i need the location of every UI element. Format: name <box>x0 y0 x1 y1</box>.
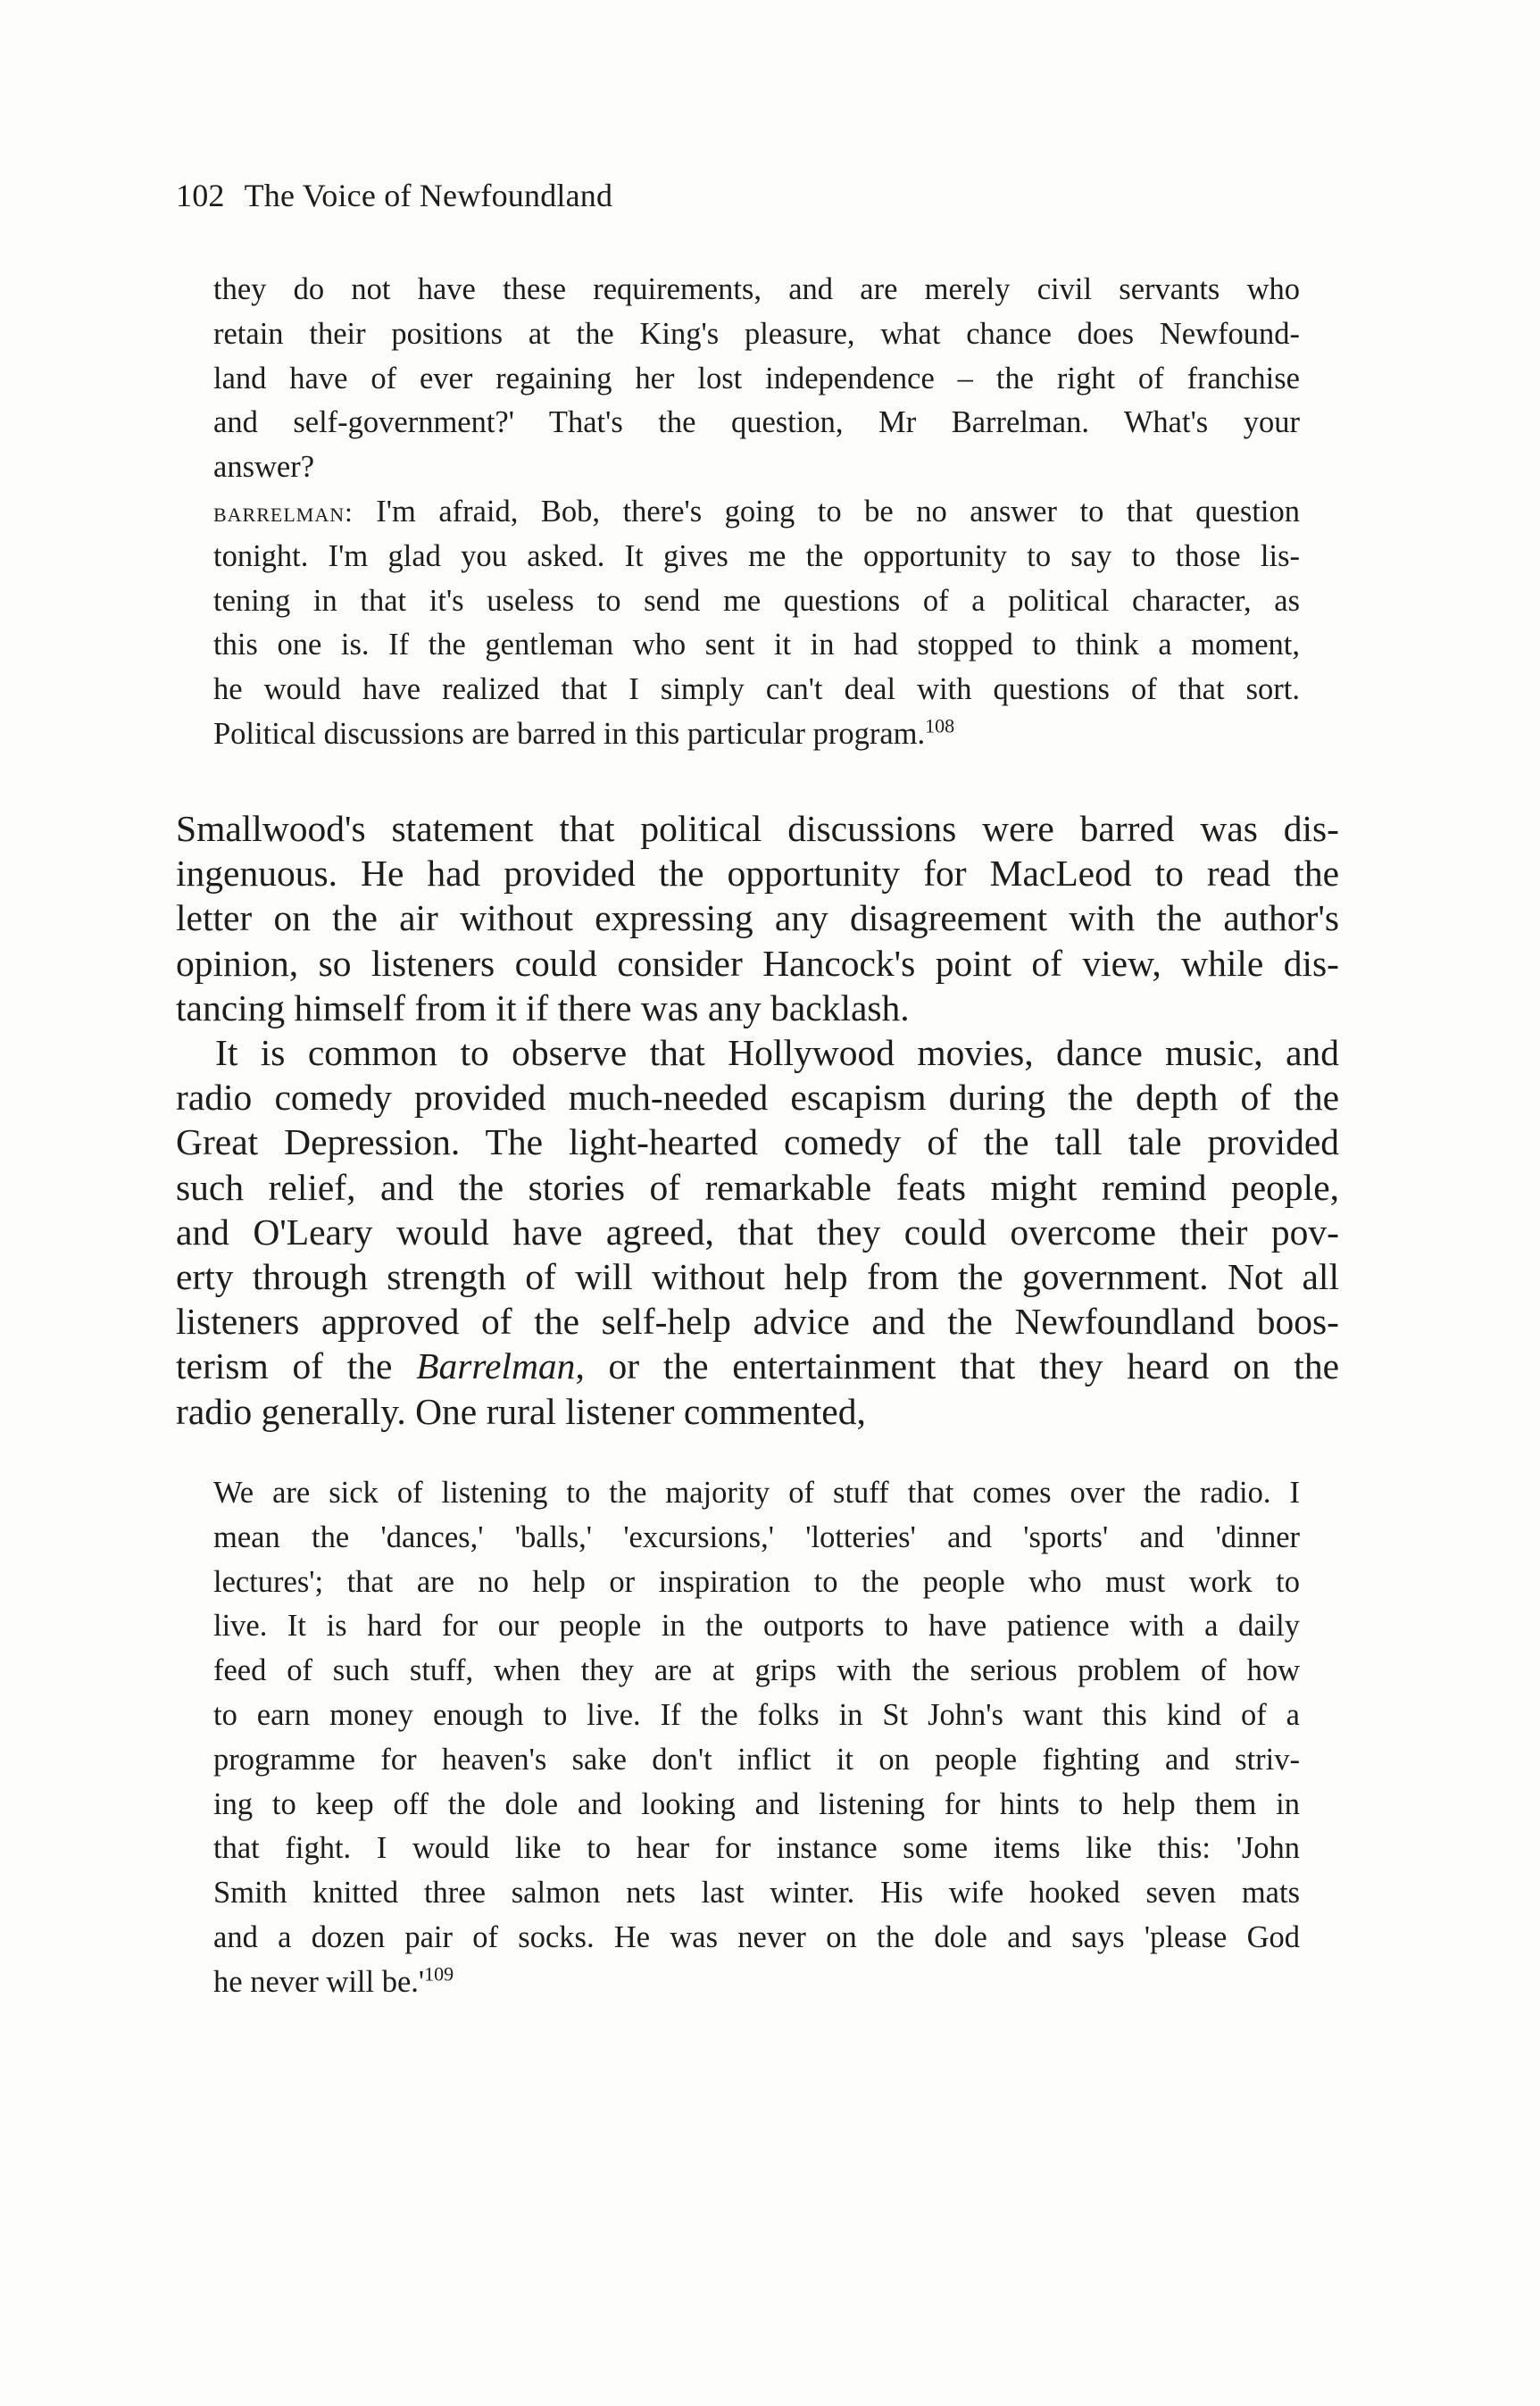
quote-line: to earn money enough to live. If the folks in St John's want this kind of a <box>213 1697 1300 1732</box>
quote-line: lectures'; that are no help or inspiration to the people who must work to <box>213 1564 1300 1599</box>
speaker-name: barrelman: <box>213 495 354 528</box>
paragraph-line: Great Depression. The light-hearted comedy of the tall tale provided <box>176 1121 1339 1163</box>
paragraph-line: opinion, so listeners could consider Hancock's point of view, while dis- <box>176 942 1339 984</box>
paragraph-line: such relief, and the stories of remarkable feats might remind people, <box>176 1166 1339 1208</box>
quote-line <box>213 1961 1300 2005</box>
block-quote-letter <box>213 1471 1300 2005</box>
quote-line: and self-government?' That's the question, Mr Barrelman. What's your <box>213 405 1300 440</box>
quote-line: mean the 'dances,' 'balls,' 'excursions,' 'lotteries' and 'sports' and 'dinner <box>213 1519 1300 1554</box>
speaker-line <box>213 490 1300 535</box>
paragraph <box>176 806 1339 1030</box>
paragraph <box>176 1030 1339 1434</box>
quote-line: they do not have these requirements, and are merely civil servants who <box>213 272 1300 306</box>
quote-line: feed of such stuff, when they are at grips with the serious problem of how <box>213 1653 1300 1688</box>
speaker-text: I'm afraid, Bob, there's going to be no answer to that question <box>353 494 1300 529</box>
quote-line: that fight. I would like to hear for instance some items like this: 'John <box>213 1831 1300 1866</box>
book-title: The Voice of Newfoundland <box>244 178 613 213</box>
page-number: 102 <box>176 178 225 213</box>
quote-line: retain their positions at the King's pleasure, what chance does Newfound- <box>213 316 1300 351</box>
paragraph-line: letter on the air without expressing any disagreement with the author's <box>176 897 1339 939</box>
paragraph-line: ingenuous. He had provided the opportunity for MacLeod to read the <box>176 853 1339 895</box>
paragraph-line <box>176 1344 1339 1388</box>
line-text: terism of the <box>176 1345 417 1387</box>
quote-line: answer? <box>213 450 315 485</box>
quote-text: Political discussions are barred in this particular program. <box>213 716 926 751</box>
quote-line <box>213 712 1300 757</box>
footnote-marker: 108 <box>925 714 955 737</box>
quote-line: he would have realized that I simply can't deal with questions of that sort. <box>213 672 1300 707</box>
quote-text: he never will be.' <box>213 1964 425 1999</box>
quote-line: programme for heaven's sake don't inflict it on people fighting and striv- <box>213 1742 1300 1777</box>
paragraph-line: It is common to observe that Hollywood movies, dance music, and <box>215 1032 1339 1073</box>
quote-line: this one is. If the gentleman who sent it in had stopped to think a moment, <box>213 628 1300 662</box>
paragraph-line: tancing himself from it if there was any backlash. <box>176 987 910 1028</box>
paragraph-line: Smallwood's statement that political discussions were barred was dis- <box>176 808 1339 849</box>
line-text: , or the entertainment that they heard on the <box>575 1345 1339 1387</box>
quote-line: and a dozen pair of socks. He was never on the dole and says 'please God <box>213 1919 1300 1954</box>
paragraph-line: listeners approved of the self-help advice and the Newfoundland boos- <box>176 1301 1339 1343</box>
quote-line: tening in that it's useless to send me questions of a political character, as <box>213 583 1300 618</box>
block-quote-dialogue <box>213 268 1300 757</box>
paragraph-line: erty through strength of will without help from the government. Not all <box>176 1256 1339 1298</box>
quote-line: ing to keep off the dole and looking and listening for hints to help them in <box>213 1786 1300 1821</box>
paragraph-line: radio generally. One rural listener commented, <box>176 1390 866 1432</box>
paragraph-line: radio comedy provided much-needed escapism during the depth of the <box>176 1077 1339 1119</box>
quote-line: Smith knitted three salmon nets last winter. His wife hooked seven mats <box>213 1876 1300 1911</box>
quote-line: land have of ever regaining her lost independence – the right of franchise <box>213 361 1300 395</box>
running-head <box>176 177 612 214</box>
quote-line: live. It is hard for our people in the outports to have patience with a daily <box>213 1609 1300 1644</box>
paragraph-line: and O'Leary would have agreed, that they could overcome their pov- <box>176 1211 1339 1253</box>
quote-line: tonight. I'm glad you asked. It gives me the opportunity to say to those lis- <box>213 538 1300 573</box>
footnote-marker: 109 <box>424 1962 454 1986</box>
italic-program-title: Barrelman <box>416 1345 576 1387</box>
quote-line: We are sick of listening to the majority of stuff that comes over the radio. I <box>213 1476 1300 1510</box>
